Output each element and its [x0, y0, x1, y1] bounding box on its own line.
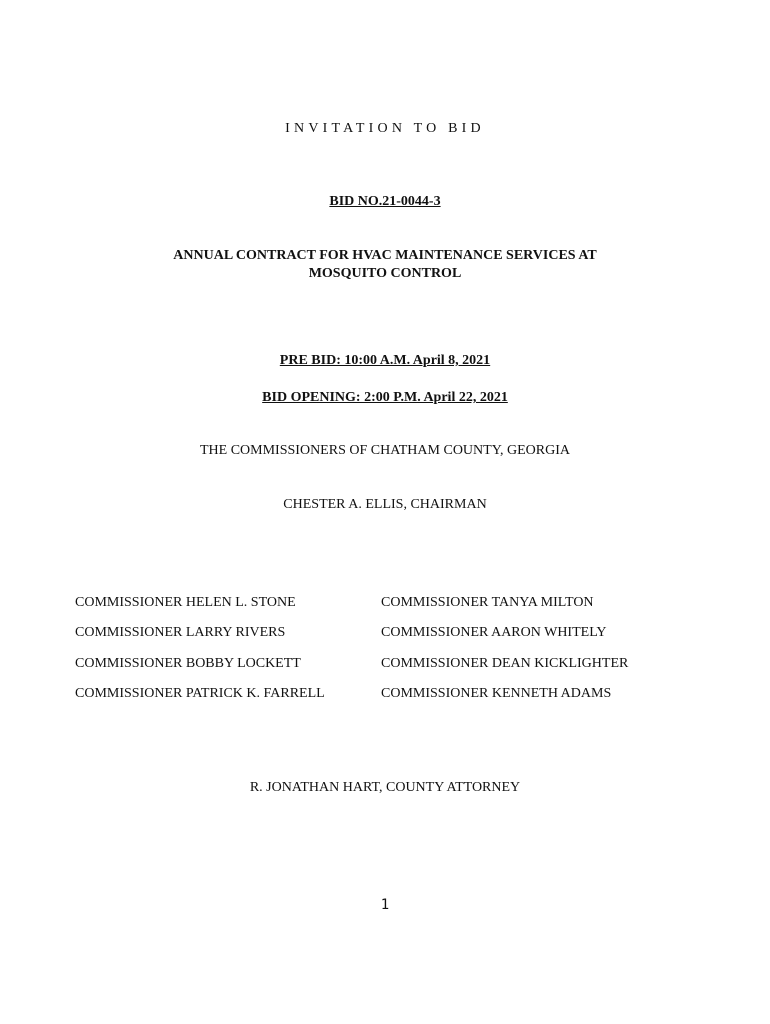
- chairman: CHESTER A. ELLIS, CHAIRMAN: [283, 497, 487, 512]
- commissioner-left-1: COMMISSIONER HELEN L. STONE: [75, 595, 296, 610]
- contract-title: [0, 247, 770, 283]
- commissioners-heading: THE COMMISSIONERS OF CHATHAM COUNTY, GEORGIA: [200, 443, 570, 458]
- commissioner-left-4: COMMISSIONER PATRICK K. FARRELL: [75, 686, 325, 701]
- page-number: 1: [380, 897, 390, 913]
- commissioner-right-1: COMMISSIONER TANYA MILTON: [381, 595, 594, 610]
- commissioner-right-2: COMMISSIONER AARON WHITELY: [381, 625, 607, 640]
- commissioner-left-3: COMMISSIONER BOBBY LOCKETT: [75, 656, 301, 671]
- contract-title-line-2: MOSQUITO CONTROL: [308, 266, 462, 281]
- commissioner-left-2: COMMISSIONER LARRY RIVERS: [75, 625, 286, 640]
- bid-number: BID NO.21-0044-3: [329, 194, 441, 209]
- commissioner-right-4: COMMISSIONER KENNETH ADAMS: [381, 686, 612, 701]
- pre-bid-date: PRE BID: 10:00 A.M. April 8, 2021: [279, 353, 491, 368]
- county-attorney: R. JONATHAN HART, COUNTY ATTORNEY: [249, 780, 521, 795]
- document-heading: INVITATION TO BID: [285, 121, 485, 136]
- contract-title-line-1: ANNUAL CONTRACT FOR HVAC MAINTENANCE SERVICES AT: [173, 248, 597, 263]
- bid-opening-date: BID OPENING: 2:00 P.M. April 22, 2021: [262, 390, 508, 405]
- commissioner-right-3: COMMISSIONER DEAN KICKLIGHTER: [381, 656, 629, 671]
